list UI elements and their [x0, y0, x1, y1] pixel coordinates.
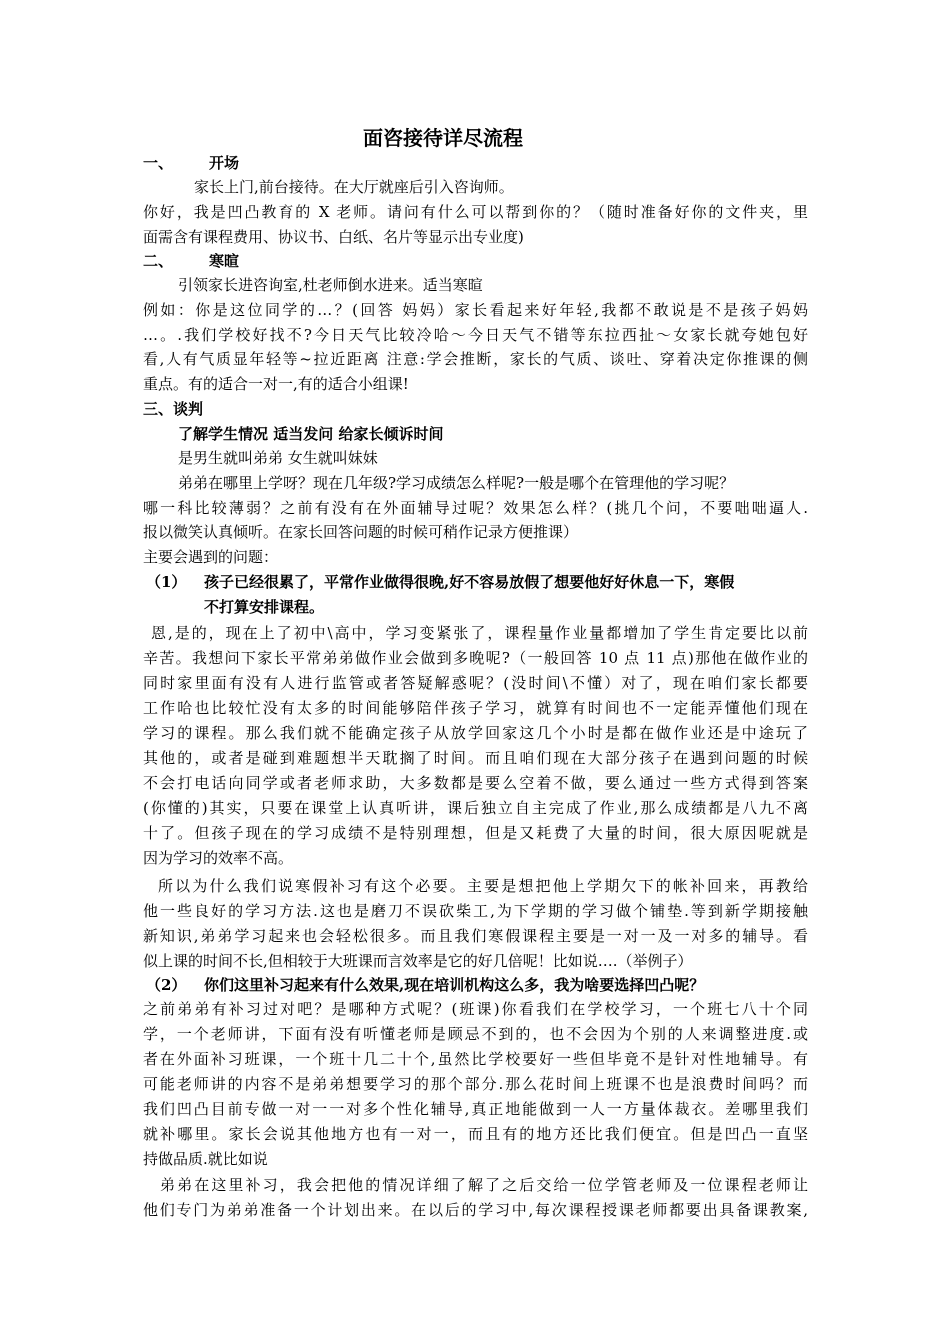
question-2 — [146, 973, 704, 997]
paragraph-line: 同时家里面有没有人进行监管或者答疑解惑呢？(没时间\不懂）对了，现在咱们家长都要 — [143, 674, 808, 692]
paragraph-line: 他一些良好的学习方法.这也是磨刀不误砍柴工,为下学期的学习做个铺垫.等到新学期接触 — [143, 902, 808, 920]
paragraph-line: 看,人有气质显年轻等~拉近距离 注意:学会推断，家长的气质、谈吐、穿着决定你推课的侧 — [143, 350, 808, 368]
paragraph-line: 持做品质.就比如说 — [143, 1150, 268, 1168]
paragraph-line: 他们专门为弟弟准备一个计划出来。在以后的学习中,每次课程授课老师都要出具备课教案, — [143, 1201, 808, 1219]
paragraph-line: 哪一科比较薄弱？之前有没有在外面辅导过呢？效果怎么样？(挑几个问，不要咄咄逼人. — [143, 499, 808, 517]
paragraph-line: 就补哪里。家长会说其他地方也有一对一，而且有的地方还比我们便宜。但是凹凸一直坚 — [143, 1125, 808, 1143]
paragraph-line: 你好，我是凹凸教育的 X 老师。请问有什么可以帮到你的？（随时准备好你的文件夹，里 — [143, 203, 808, 221]
section-heading-1 — [143, 151, 239, 175]
paragraph-line: 其他的，或者是碰到难题想半天耽搁了时间。而且咱们现在大部分孩子在遇到问题的时候 — [143, 749, 808, 767]
section-title: 开场 — [209, 154, 240, 172]
paragraph-line: 可能老师讲的内容不是弟弟想要学习的那个部分.那么花时间上班课不也是浪费时间吗？而 — [143, 1075, 808, 1093]
question-text: 你们这里补习起来有什么效果,现在培训机构这么多，我为啥要选择凹凸呢？ — [204, 976, 705, 994]
paragraph-line: 工作哈也比较忙没有太多的时间能够陪伴孩子学习，就算有时间也不一定能弄懂他们现在 — [143, 699, 808, 717]
paragraph-line: 辛苦。我想问下家长平常弟弟做作业会做到多晚呢?（一般回答 10 点 11 点)那他在做作业的 — [143, 649, 808, 667]
paragraph-line: 是男生就叫弟弟 女生就叫妹妹 — [178, 449, 378, 467]
question-number: （1） — [146, 573, 187, 591]
paragraph-line: 者在外面补习班课，一个班十几二十个,虽然比学校要好一些但毕竟不是针对性地辅导。有 — [143, 1050, 808, 1068]
question-text: 孩子已经很累了，平常作业做得很晚,好不容易放假了想要他好好休息一下，寒假 — [204, 573, 735, 591]
paragraph-line: 新知识,弟弟学习起来也会轻松很多。而且我们寒假课程主要是一对一及一对多的辅导。看 — [143, 927, 808, 945]
section-heading-3: 三、谈判 — [143, 400, 204, 418]
paragraph-line: 主要会遇到的问题： — [143, 548, 279, 566]
section-number: 一、 — [143, 154, 174, 172]
question-number: （2） — [146, 976, 187, 994]
subheading: 了解学生情况 适当发问 给家长倾诉时间 — [178, 425, 444, 443]
paragraph-line: 家长上门,前台接待。在大厅就座后引入咨询师。 — [194, 178, 514, 196]
paragraph-line: 因为学习的效率不高。 — [143, 849, 294, 867]
question-text-continued: 不打算安排课程。 — [204, 598, 325, 616]
paragraph-line: 面需含有课程费用、协议书、白纸、名片等显示出专业度) — [143, 228, 524, 246]
paragraph-line: 弟弟在哪里上学呀？现在几年级?学习成绩怎么样呢?一般是哪个在管理他的学习呢？ — [178, 474, 735, 492]
paragraph-line: 引领家长进咨询室,杜老师倒水进来。适当寒暄 — [178, 276, 483, 294]
paragraph-line: 之前弟弟有补习过对吧？是哪种方式呢？(班课)你看我们在学校学习，一个班七八十个同 — [143, 1000, 808, 1018]
paragraph-line: 不会打电话向同学或者老师求助，大多数都是要么空着不做，要么通过一些方式得到答案 — [143, 774, 808, 792]
paragraph-line: 弟弟在这里补习，我会把他的情况详细了解了之后交给一位学管老师及一位课程老师让 — [160, 1176, 808, 1194]
paragraph-line: 恩,是的，现在上了初中\高中，学习变紧张了，课程量作业量都增加了学生肯定要比以前 — [151, 624, 808, 642]
paragraph-line: …。.我们学校好找不?今日天气比较冷哈～今日天气不错等东拉西扯～女家长就夸她包好 — [143, 326, 808, 344]
paragraph-line: 学，一个老师讲，下面有没有听懂老师是顾忌不到的，也不会因为个别的人来调整进度.或 — [143, 1025, 808, 1043]
paragraph-line: 学习的课程。那么我们就不能确定孩子从放学回家这几个小时是都在做作业还是中途玩了 — [143, 724, 808, 742]
document-title: 面咨接待详尽流程 — [363, 126, 523, 150]
paragraph-line: 似上课的时间不长,但相较于大班课而言效率是它的好几倍呢！比如说….（举例子） — [143, 952, 693, 970]
paragraph-line: (你懂的)其实，只要在课堂上认真听讲，课后独立自主完成了作业,那么成绩都是八九不离 — [143, 799, 808, 817]
question-1 — [146, 570, 734, 594]
paragraph-line: 十了。但孩子现在的学习成绩不是特别理想，但是又耗费了大量的时间，很大原因呢就是 — [143, 824, 808, 842]
section-heading-2 — [143, 249, 239, 273]
paragraph-line: 重点。有的适合一对一,有的适合小组课! — [143, 375, 409, 393]
paragraph-line: 报以微笑认真倾听。在家长回答问题的时候可稍作记录方便推课） — [143, 523, 579, 541]
paragraph-line: 所以为什么我们说寒假补习有这个必要。主要是想把他上学期欠下的帐补回来，再教给 — [158, 877, 808, 895]
section-number: 二、 — [143, 252, 174, 270]
section-title: 寒暄 — [209, 252, 240, 270]
paragraph-line: 例如：你是这位同学的…？(回答 妈妈）家长看起来好年轻,我都不敢说是不是孩子妈妈 — [143, 301, 808, 319]
paragraph-line: 我们凹凸目前专做一对一一对多个性化辅导,真正地能做到一人一方量体裁衣。差哪里我们 — [143, 1100, 808, 1118]
